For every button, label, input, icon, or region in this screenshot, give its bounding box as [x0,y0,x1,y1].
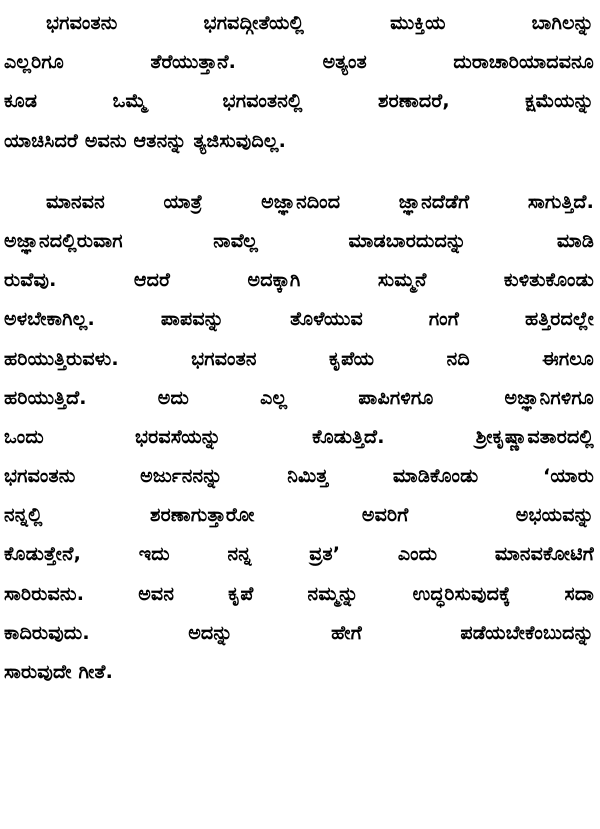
paragraph-2 [4,183,594,692]
text-line: ಕೊಡುತ್ತೇನೆ, ಇದು ನನ್ನ ವ್ರತ’ ಎಂದು ಮಾನವಕೋಟಿಗೆ [4,543,594,566]
text-line: ಅಳಬೇಕಾಗಿಲ್ಲ. ಪಾಪವನ್ನು ತೊಳೆಯುವ ಗಂಗೆ ಹತ್ತಿರದಲ್ಲೇ [4,308,594,331]
text-line: ಅಜ್ಞಾನದಲ್ಲಿರುವಾಗ ನಾವೆಲ್ಲ ಮಾಡಬಾರದುದನ್ನು ಮಾಡಿ [4,229,594,252]
text-line: ರುವೆವು. ಆದರೆ ಅದಕ್ಕಾಗಿ ಸುಮ್ಮನೆ ಕುಳಿತುಕೊಂಡು [4,269,594,292]
text-line: ನನ್ನಲ್ಲಿ ಶರಣಾಗುತ್ತಾರೋ ಅವರಿಗೆ ಅಭಯವನ್ನು [4,504,594,527]
text-line: ಭಗವಂತನು ಭಗವದ್ಗೀತೆಯಲ್ಲಿ ಮುಕ್ತಿಯ ಬಾಗಿಲನ್ನು [46,12,594,34]
text-line: ಮಾನವನ ಯಾತ್ರೆ ಅಜ್ಞಾನದಿಂದ ಜ್ಞಾನದೆಡೆಗೆ ಸಾಗುತ್ತಿದೆ. [46,190,594,213]
text-line: ಕೂಡ ಒಮ್ಮೆ ಭಗವಂತನಲ್ಲಿ ಶರಣಾದರೆ, ಕ್ಷಮೆಯನ್ನು [4,90,594,113]
text-line: ಒಂದು ಭರವಸೆಯನ್ನು ಕೊಡುತ್ತಿದೆ. ಶ್ರೀಕೃಷ್ಣಾವತಾರದಲ್ಲಿ [4,425,594,448]
text-line: ಭಗವಂತನು ಅರ್ಜುನನನ್ನು ನಿಮಿತ್ತ ಮಾಡಿಕೊಂಡು ‘ಯಾರು [4,465,594,488]
text-line: ಕಾದಿರುವುದು. ಅದನ್ನು ಹೇಗೆ ಪಡೆಯಬೇಕೆಂಬುದನ್ನು [4,621,594,644]
text-line: ಹರಿಯುತ್ತಿರುವಳು. ಭಗವಂತನ ಕೃಪೆಯ ನದಿ ಈಗಲೂ [4,347,594,370]
paragraph-1 [4,4,594,161]
text-line: ಸಾರುವುದೇ ಗೀತೆ. [4,661,114,683]
text-line: ಸಾರಿರುವನು. ಅವನ ಕೃಪೆ ನಮ್ಮನ್ನು ಉದ್ಧರಿಸುವುದಕ್ಕೆ ಸದಾ [4,582,594,605]
text-line: ಎಲ್ಲರಿಗೂ ತೆರೆಯುತ್ತಾನೆ. ಅತ್ಯಂತ ದುರಾಚಾರಿಯಾದವನೂ [4,51,594,74]
text-line: ಯಾಚಿಸಿದರೆ ಅವನು ಆತನನ್ನು ತ್ಯಜಿಸುವುದಿಲ್ಲ. [4,129,287,152]
text-line: ಹರಿಯುತ್ತಿದೆ. ಅದು ಎಲ್ಲ ಪಾಪಿಗಳಿಗೂ ಅಜ್ಞಾನಿಗಳಿಗೂ [4,386,594,409]
